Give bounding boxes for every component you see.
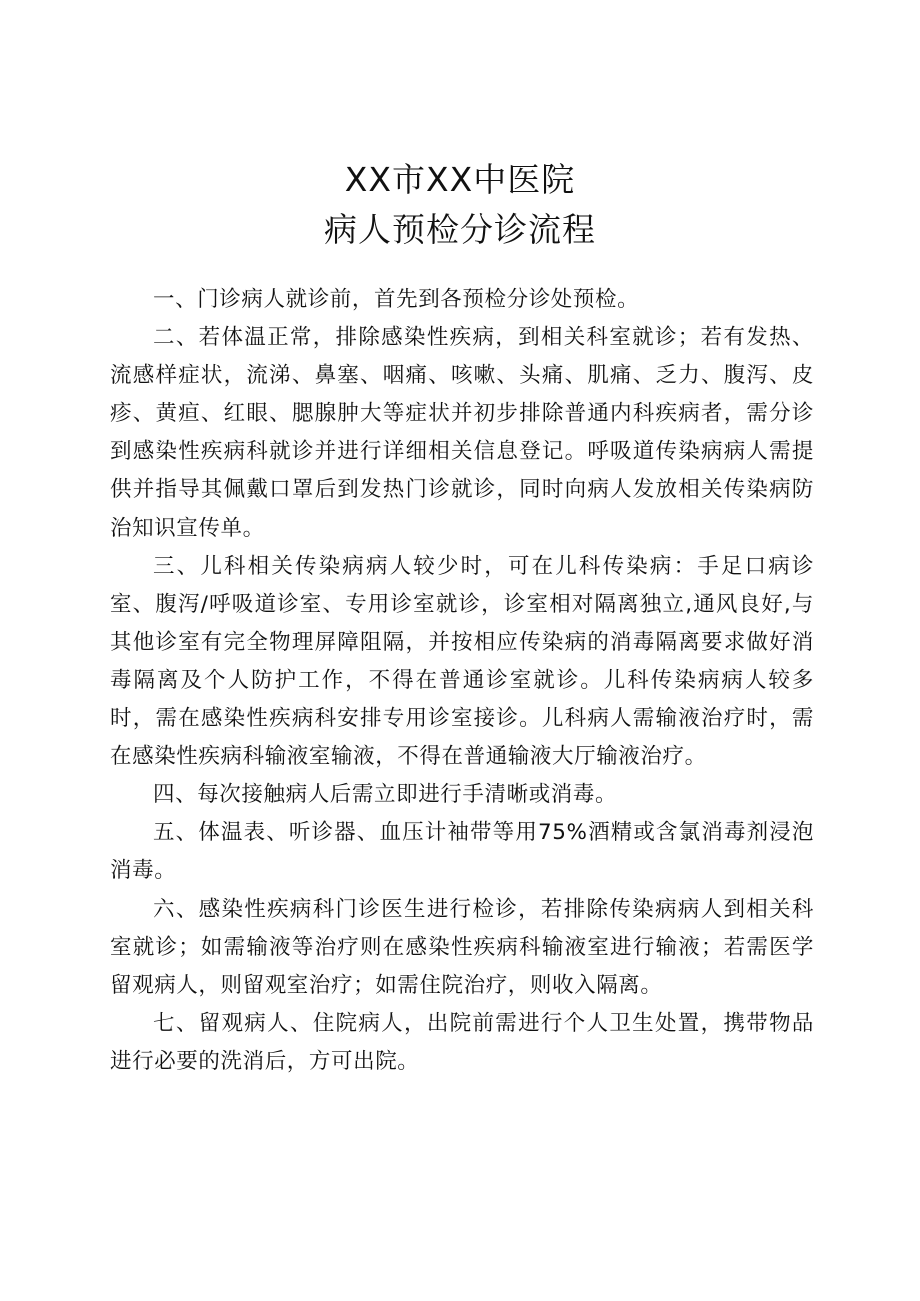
- document-title: [0, 155, 920, 255]
- paragraph-5: 五、体温表、听诊器、血压计袖带等用75%酒精或含氯消毒剂浸泡消毒。: [110, 820, 814, 884]
- paragraph-1: 一、门诊病人就诊前，首先到各预检分诊处预检。: [153, 287, 640, 312]
- paragraph-6: 六、感染性疾病科门诊医生进行检诊，若排除传染病病人到相关科室就诊；如需输液等治疗则在感染性疾病科输液室进行输液；若需医学留观病人，则留观室治疗；如需住院治疗，则收入隔离。: [110, 896, 814, 998]
- paragraph-2: 二、若体温正常，排除感染性疾病，到相关科室就诊；若有发热、流感样症状，流涕、鼻塞、咽痛、咳嗽、头痛、肌痛、乏力、腹泻、皮疹、黄疸、红眼、腮腺肿大等症状并初步排除普通内科疾病者，需分诊到感染性疾病科就诊并进行详细相关信息登记。呼吸道传染病病人需提供并指导其佩戴口罩后到发热门诊就诊，同时向病人发放相关传染病防治知识宣传单。: [110, 325, 814, 541]
- document-body: [110, 281, 814, 1081]
- paragraph-3: 三、儿科相关传染病病人较少时，可在儿科传染病：手足口病诊室、腹泻/呼吸道诊室、专用诊室就诊，诊室相对隔离独立,通风良好,与其他诊室有完全物理屏障阻隔，并按相应传染病的消毒隔离要求做好消毒隔离及个人防护工作，不得在普通诊室就诊。儿科传染病病人较多时，需在感染性疾病科安排专用诊室接诊。儿科病人需输液治疗时，需在感染性疾病科输液室输液，不得在普通输液大厅输液治疗。: [110, 553, 814, 770]
- hospital-name: XX市XX中医院: [344, 160, 576, 199]
- paragraph-4: 四、每次接触病人后需立即进行手清晰或消毒。: [153, 782, 618, 808]
- paragraph-7: 七、留观病人、住院病人，出院前需进行个人卫生处置，携带物品进行必要的洗消后，方可出院。: [110, 1010, 814, 1074]
- procedure-title: 病人预检分诊流程: [324, 210, 596, 249]
